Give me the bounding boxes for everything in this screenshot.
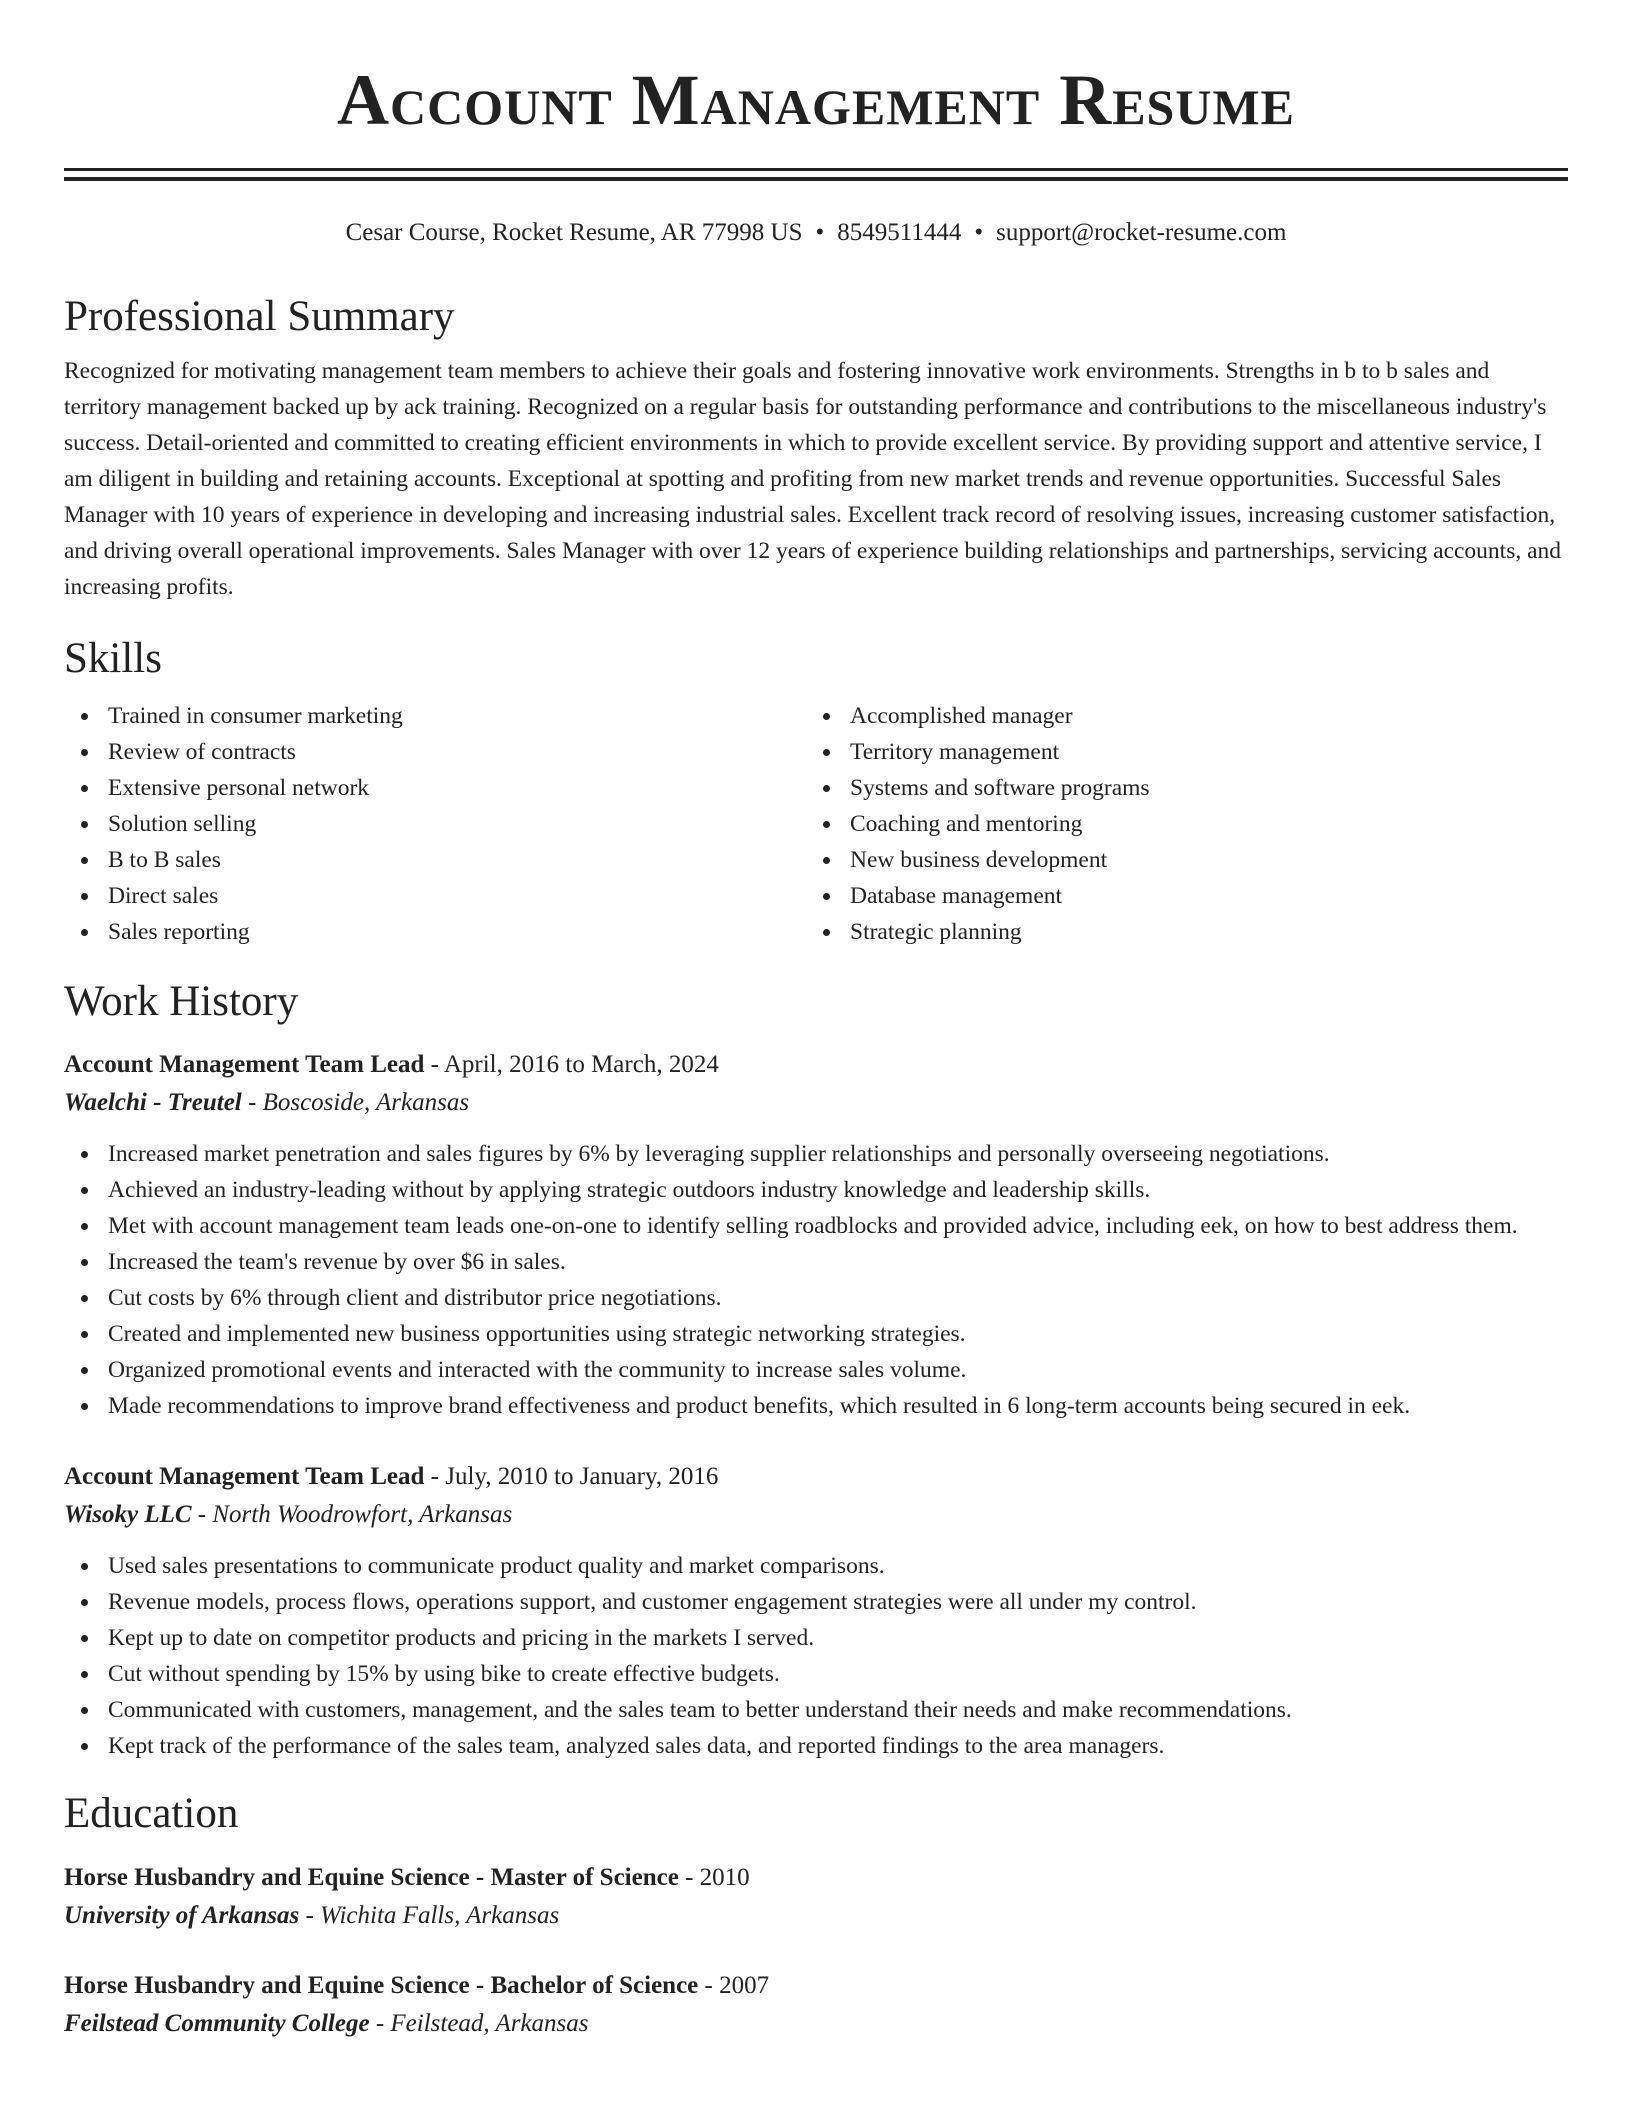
job-company-line [64, 1084, 1568, 1122]
skill-item: Extensive personal network [64, 770, 806, 806]
job-location: - North Woodrowfort, Arkansas [191, 1500, 513, 1528]
job-bullet: Achieved an industry-leading without by applying strategic outdoors industry knowledge and leadership skills. [64, 1172, 1568, 1208]
job-bullet: Cut costs by 6% through client and distributor price negotiations. [64, 1280, 1568, 1316]
skill-item: Strategic planning [806, 914, 1548, 950]
skill-item: Coaching and mentoring [806, 806, 1548, 842]
job-header [64, 1458, 1568, 1496]
job-company-name: Wisoky LLC [64, 1500, 192, 1528]
job-bullets [64, 1136, 1568, 1424]
education-location: - Feilstead, Arkansas [369, 2010, 589, 2038]
job-bullets [64, 1548, 1568, 1764]
job-dates: - July, 2010 to January, 2016 [424, 1462, 719, 1490]
skill-item: Solution selling [64, 806, 806, 842]
job-bullet: Communicated with customers, management, and the sales team to better understand their needs and make recommendations. [64, 1692, 1568, 1728]
job-bullet: Met with account management team leads one-on-one to identify selling roadblocks and provided advice, including eek, on how to best address them. [64, 1208, 1568, 1244]
summary-heading: Professional Summary [64, 293, 455, 340]
education-degree: Horse Husbandry and Equine Science - Master of Science [64, 1864, 679, 1892]
job-bullet: Used sales presentations to communicate product quality and market comparisons. [64, 1548, 1568, 1584]
job-entry [64, 1046, 1568, 1424]
education-header [64, 1859, 1568, 1897]
skill-item: Sales reporting [64, 914, 806, 950]
education-list [64, 1859, 1568, 2043]
skill-item: Accomplished manager [806, 698, 1548, 734]
skill-item: B to B sales [64, 842, 806, 878]
contact-email: support@rocket-resume.com [996, 219, 1287, 246]
contact-separator: • [974, 219, 984, 246]
contact-line [64, 217, 1568, 249]
education-year: - 2010 [678, 1864, 750, 1892]
job-entry [64, 1458, 1568, 1764]
work-history-heading: Work History [64, 978, 299, 1026]
education-heading: Education [64, 1789, 239, 1837]
skill-item: Territory management [806, 734, 1548, 770]
education-school-line [64, 2005, 1568, 2043]
job-header [64, 1046, 1568, 1084]
skills-heading: Skills [64, 634, 162, 682]
contact-phone: 8549511444 [837, 219, 962, 246]
skill-item: Systems and software programs [806, 770, 1548, 806]
job-bullet: Revenue models, process flows, operations support, and customer engagement strategies were all under my control. [64, 1584, 1568, 1620]
job-bullet: Increased the team's revenue by over $6 in sales. [64, 1244, 1568, 1280]
education-header [64, 1967, 1568, 2005]
page-title: Account Management Resume [337, 60, 1295, 140]
job-location: - Boscoside, Arkansas [241, 1088, 470, 1116]
contact-address: Cesar Course, Rocket Resume, AR 77998 US [345, 219, 803, 246]
education-entry [64, 1859, 1568, 1935]
skill-item: Database management [806, 878, 1548, 914]
summary-text: Recognized for motivating management team members to achieve their goals and fostering innovative work environments. Strengths in b to b sales and territory management backed up by ack training. Recognized on a regular basis for outstanding performance and contributions to the miscellaneous industry's success. Detail-oriented and committed to creating efficient environments in which to provide excellent service. By providing support and attentive service, I am diligent in building and retaining accounts. Exceptional at spotting and profiting from new market trends and revenue opportunities. Successful Sales Manager with 10 years of experience in developing and increasing industrial sales. Excellent track record of resolving issues, increasing customer satisfaction, and driving overall operational improvements. Sales Manager with over 12 years of experience building relationships and partnerships, servicing accounts, and increasing profits. [64, 357, 1562, 600]
job-bullet: Kept up to date on competitor products and pricing in the markets I served. [64, 1620, 1568, 1656]
job-bullet: Organized promotional events and interacted with the community to increase sales volume. [64, 1352, 1568, 1388]
job-title: Account Management Team Lead [64, 1050, 425, 1078]
title-divider-bottom [64, 177, 1568, 181]
education-location: - Wichita Falls, Arkansas [299, 1902, 560, 1930]
title-divider-top [64, 168, 1568, 171]
job-title: Account Management Team Lead [64, 1462, 425, 1490]
education-degree: Horse Husbandry and Equine Science - Bachelor of Science [64, 1972, 699, 2000]
job-company-line [64, 1496, 1568, 1534]
job-bullet: Kept track of the performance of the sales team, analyzed sales data, and reported findings to the area managers. [64, 1728, 1568, 1764]
work-history-list [64, 1046, 1568, 1764]
resume-page [64, 0, 1568, 2043]
education-year: - 2007 [698, 1972, 770, 2000]
education-school: Feilstead Community College [64, 2010, 370, 2038]
skills-list [64, 698, 1568, 950]
contact-separator: • [815, 219, 825, 246]
job-company-name: Waelchi - Treutel [64, 1088, 242, 1116]
job-bullet: Created and implemented new business opportunities using strategic networking strategies. [64, 1316, 1568, 1352]
skill-item: Trained in consumer marketing [64, 698, 806, 734]
job-dates: - April, 2016 to March, 2024 [424, 1050, 719, 1078]
job-bullet: Cut without spending by 15% by using bike to create effective budgets. [64, 1656, 1568, 1692]
skills-column-left [64, 698, 806, 950]
education-school-line [64, 1897, 1568, 1935]
job-bullet: Made recommendations to improve brand effectiveness and product benefits, which resulted in 6 long-term accounts being secured in eek. [64, 1388, 1568, 1424]
education-entry [64, 1967, 1568, 2043]
skill-item: Review of contracts [64, 734, 806, 770]
education-school: University of Arkansas [64, 1902, 300, 1930]
job-bullet: Increased market penetration and sales figures by 6% by leveraging supplier relationships and personally overseeing negotiations. [64, 1136, 1568, 1172]
skill-item: New business development [806, 842, 1548, 878]
skills-column-right [806, 698, 1548, 950]
skill-item: Direct sales [64, 878, 806, 914]
